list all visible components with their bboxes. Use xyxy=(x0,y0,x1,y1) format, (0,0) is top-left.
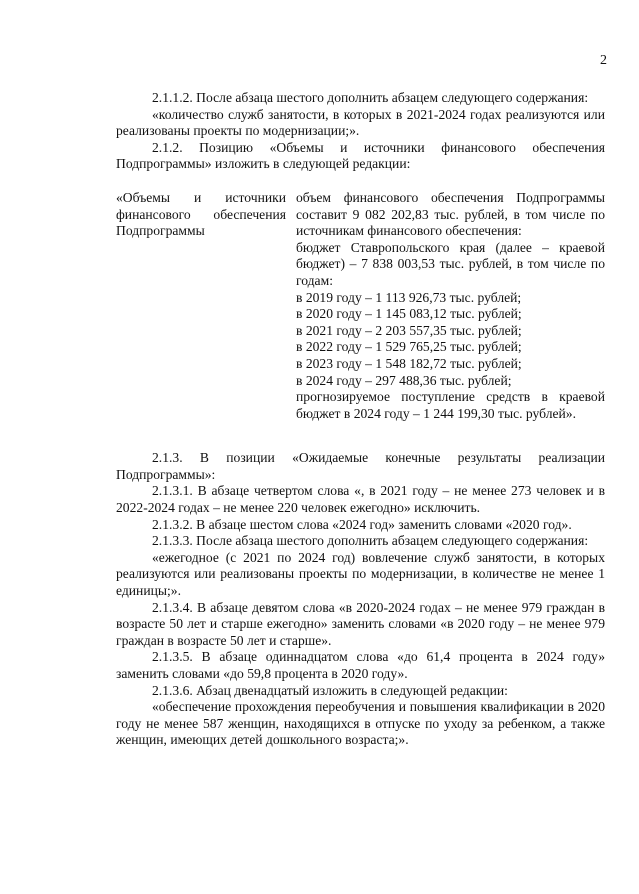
paragraph-2-1-1-2: 2.1.1.2. После абзаца шестого дополнить абзацем следующего содержания: xyxy=(152,90,589,105)
paragraph-quote-women: «обеспечение прохождения переобучения и повышения квалификации в 2020 году не менее 587 женщин, находящихся в отпуске по уходу за ребенком, а также женщин, имеющих детей дошкольного возраста;». xyxy=(116,699,605,748)
financing-total: объем финансового обеспечения Подпрограммы составит 9 082 202,83 тыс. рублей, в том числе по источникам финансового обеспечения: xyxy=(296,189,605,239)
paragraph-quote-annual: «ежегодное (с 2021 по 2024 год) вовлечение служб занятости, в которых реализуются или реализованы проекты по модернизации, в количестве не менее 1 единицы;». xyxy=(116,549,605,599)
paragraph-2-1-3-4: 2.1.3.4. В абзаце девятом слова «в 2020-2024 годах – не менее 979 граждан в возрасте 50 лет и старше ежегодно» заменить словами «в 2020 году – не менее 979 граждан в возрасте 50 лет и старше». xyxy=(116,599,605,648)
paragraph-2-1-3: 2.1.3. В позиции «Ожидаемые конечные результаты реализации Подпрограммы»: xyxy=(116,450,605,482)
financing-year-2021: в 2021 году – 2 203 557,35 тыс. рублей; xyxy=(296,322,522,338)
financing-forecast: прогнозируемое поступление средств в краевой бюджет в 2024 году – 1 244 199,30 тыс. рублей». xyxy=(296,389,605,421)
paragraph-2-1-3-5: 2.1.3.5. В абзаце одиннадцатом слова «до 61,4 процента в 2024 году» заменить словами «до 59,8 процента в 2020 году». xyxy=(116,649,605,681)
paragraph-2-1-3-1: 2.1.3.1. В абзаце четвертом слова «, в 2021 году – не менее 273 человек и в 2022-2024 годах – не менее 220 человек ежегодно» исключить. xyxy=(116,483,605,516)
financing-table-label: «Объемы и источники финансового обеспечения Подпрограммы xyxy=(116,189,286,239)
financing-year-2020: в 2020 году – 1 145 083,12 тыс. рублей; xyxy=(296,306,522,322)
financing-year-2019: в 2019 году – 1 113 926,73 тыс. рублей; xyxy=(296,289,522,305)
paragraph-quote-services: «количество служб занятости, в которых в 2021-2024 годах реализуются или реализованы проекты по модернизации;». xyxy=(116,106,605,139)
financing-regional-budget: бюджет Ставропольского края (далее – краевой бюджет) – 7 838 003,53 тыс. рублей, в том числе по годам: xyxy=(296,239,605,288)
page-number: 2 xyxy=(600,53,607,68)
paragraph-2-1-2: 2.1.2. Позицию «Объемы и источники финансового обеспечения Подпрограммы» изложить в следующей редакции: xyxy=(116,139,605,172)
financing-year-2022: в 2022 году – 1 529 765,25 тыс. рублей; xyxy=(296,339,522,355)
financing-table-values xyxy=(296,190,605,422)
paragraph-2-1-3-2: 2.1.3.2. В абзаце шестом слова «2024 год» заменить словами «2020 год». xyxy=(152,516,572,532)
financing-table xyxy=(116,190,605,422)
financing-year-2024: в 2024 году – 297 488,36 тыс. рублей; xyxy=(296,372,512,388)
financing-year-2023: в 2023 году – 1 548 182,72 тыс. рублей; xyxy=(296,355,522,371)
document-body xyxy=(116,90,605,749)
paragraph-2-1-3-3: 2.1.3.3. После абзаца шестого дополнить абзацем следующего содержания: xyxy=(152,533,589,549)
paragraph-2-1-3-6: 2.1.3.6. Абзац двенадцатый изложить в следующей редакции: xyxy=(152,682,508,698)
